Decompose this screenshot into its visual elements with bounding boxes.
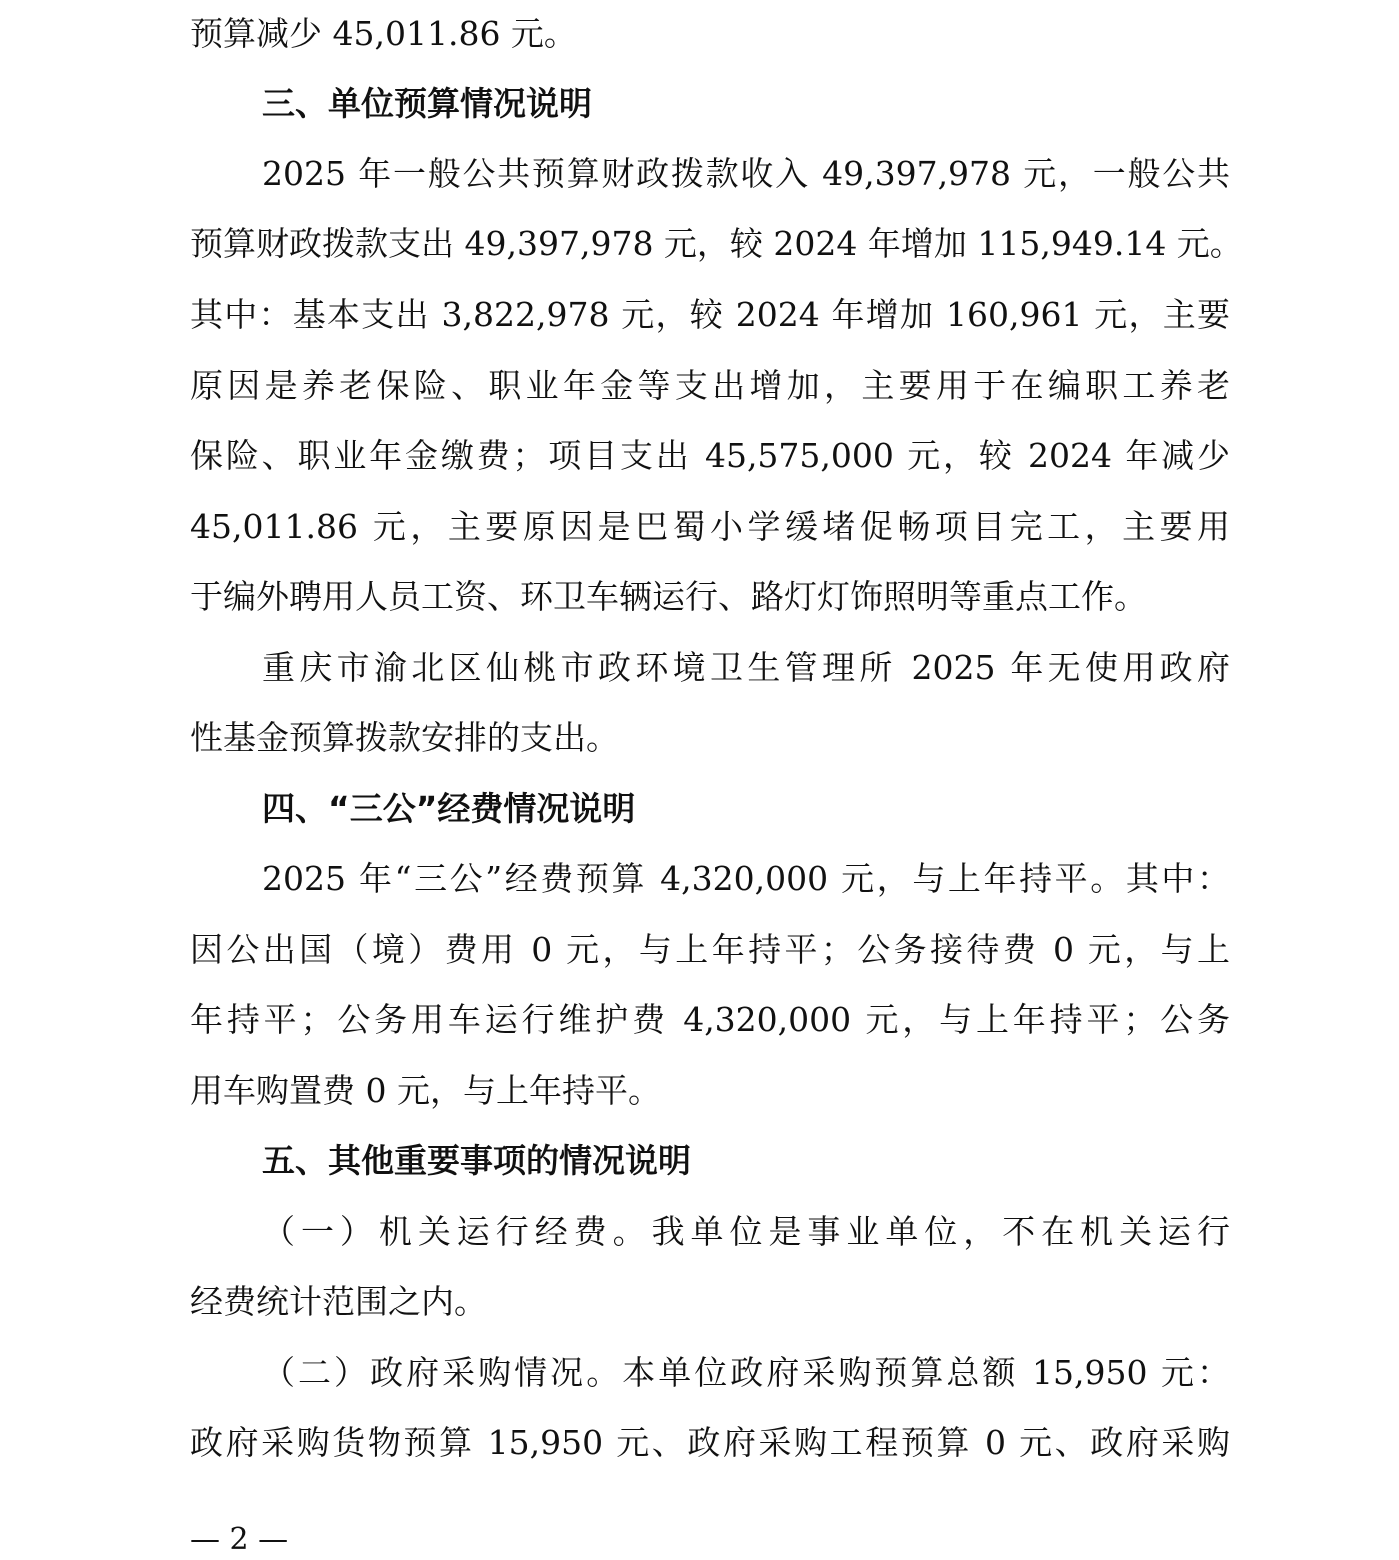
- body-text-line: 2025 年“三公”经费预算 4,320,000 元，与上年持平。其中：: [262, 859, 1230, 898]
- body-text-line: 2025 年一般公共预算财政拨款收入 49,397,978 元，一般公共: [262, 154, 1230, 193]
- section-heading-three: 三、单位预算情况说明: [262, 84, 592, 123]
- body-text-line: 保险、职业年金缴费；项目支出 45,575,000 元，较 2024 年减少: [190, 436, 1230, 475]
- body-text-line: 原因是养老保险、职业年金等支出增加，主要用于在编职工养老: [190, 366, 1230, 405]
- body-text-line: 政府采购货物预算 15,950 元、政府采购工程预算 0 元、政府采购: [190, 1423, 1230, 1462]
- body-text-line: 45,011.86 元，主要原因是巴蜀小学缓堵促畅项目完工，主要用: [190, 507, 1230, 546]
- body-text-line: 年持平；公务用车运行维护费 4,320,000 元，与上年持平；公务: [190, 1000, 1230, 1039]
- body-text-line: 重庆市渝北区仙桃市政环境卫生管理所 2025 年无使用政府: [262, 648, 1230, 687]
- section-heading-five: 五、其他重要事项的情况说明: [262, 1141, 691, 1180]
- body-text-line: 预算财政拨款支出 49,397,978 元，较 2024 年增加 115,949.14 元。: [190, 224, 1243, 263]
- section-heading-four: 四、“三公”经费情况说明: [262, 789, 636, 828]
- body-text-line: （一）机关运行经费。我单位是事业单位，不在机关运行: [262, 1212, 1230, 1251]
- body-text-line: 预算减少 45,011.86 元。: [190, 14, 577, 53]
- body-text-line: （二）政府采购情况。本单位政府采购预算总额 15,950 元：: [262, 1353, 1230, 1392]
- body-text-line: 于编外聘用人员工资、环卫车辆运行、路灯灯饰照明等重点工作。: [190, 577, 1147, 616]
- body-text-line: 经费统计范围之内。: [190, 1282, 487, 1321]
- body-text-line: 性基金预算拨款安排的支出。: [190, 718, 619, 757]
- body-text-line: 其中：基本支出 3,822,978 元，较 2024 年增加 160,961 元，主要: [190, 295, 1230, 334]
- page-number: — 2 —: [190, 1522, 289, 1557]
- body-text-line: 因公出国（境）费用 0 元，与上年持平；公务接待费 0 元，与上: [190, 930, 1230, 969]
- body-text-line: 用车购置费 0 元，与上年持平。: [190, 1071, 661, 1110]
